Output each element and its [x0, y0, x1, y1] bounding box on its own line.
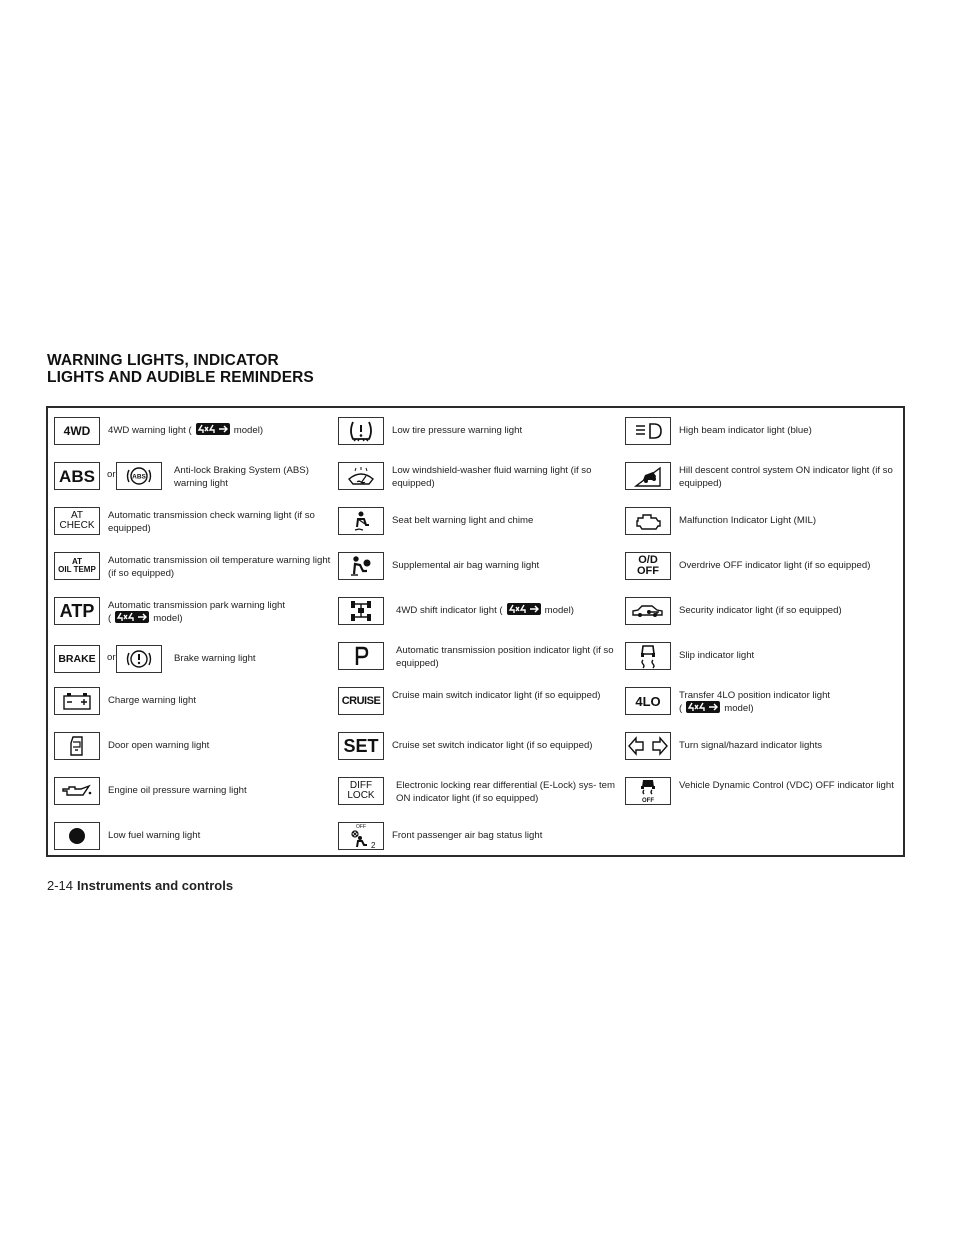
cruise-icon: CRUISE [338, 687, 384, 715]
row-security: Security indicator light (if so equipped) [625, 597, 901, 627]
page-number: 2-14 [47, 878, 74, 893]
row-diff-lock: DIFF LOCK Electronic locking rear differential (E-Lock) sys- tem ON indicator light (if so equipped) [338, 777, 618, 807]
row-charge: Charge warning light [54, 687, 332, 717]
4wd-icon: 4WD [54, 417, 100, 445]
row-door-open: Door open warning light [54, 732, 332, 762]
row-label: 4WD shift indicator light ( model) [396, 605, 574, 616]
seat-belt-icon [338, 507, 384, 535]
page-title: WARNING LIGHTS, INDICATOR LIGHTS AND AUDIBLE REMINDERS [47, 352, 314, 386]
row-park-position: Automatic transmission position indicator light (if so equipped) [338, 642, 618, 672]
row-passenger-airbag: OFF 2 Front passenger air bag status light [338, 822, 618, 852]
row-od-off: O/D OFF Overdrive OFF indicator light (if so equipped) [625, 552, 901, 582]
row-label: Transfer 4LO position indicator light ( model) [679, 690, 831, 714]
indicator-table [46, 406, 905, 857]
battery-icon [54, 687, 100, 715]
hill-descent-icon [625, 462, 671, 490]
row-seat-belt: Seat belt warning light and chime [338, 507, 618, 537]
row-hill-descent: Hill descent control system ON indicator light (if so equipped) [625, 462, 901, 492]
row-set: SET Cruise set switch indicator light (if so equipped) [338, 732, 618, 762]
svg-text:ABS: ABS [132, 473, 146, 481]
row-washer-fluid: Low windshield-washer fluid warning light (if so equipped) [338, 462, 618, 492]
row-4lo [625, 687, 901, 717]
passenger-airbag-icon [338, 822, 384, 850]
4x4-badge-icon [115, 611, 149, 623]
turn-signal-icon [625, 732, 671, 760]
4x4-badge-icon [507, 603, 541, 615]
engine-icon [625, 507, 671, 535]
row-vdc-off: OFF Vehicle Dynamic Control (VDC) OFF indicator light [625, 777, 901, 807]
row-label: Automatic transmission park warning light ( model) [108, 600, 286, 624]
row-tire-pressure: Low tire pressure warning light [338, 417, 618, 447]
4x4-badge-icon [686, 701, 720, 713]
abs-icon: ABS [54, 462, 100, 490]
security-car-icon [625, 597, 671, 625]
row-low-fuel: Low fuel warning light [54, 822, 332, 852]
row-at-check: AT CHECK Automatic transmission check warning light (if so equipped) [54, 507, 332, 537]
brake-icon: BRAKE [54, 645, 100, 673]
row-cruise: CRUISE Cruise main switch indicator light (if so equipped) [338, 687, 618, 717]
set-icon: SET [338, 732, 384, 760]
at-oil-temp-icon: AT OIL TEMP [54, 552, 100, 580]
high-beam-icon [625, 417, 671, 445]
row-4wd-shift [338, 597, 618, 627]
fuel-dot-icon [54, 822, 100, 850]
svg-text:2: 2 [371, 841, 376, 849]
abs-circle-icon [116, 462, 162, 490]
tire-pressure-icon [338, 417, 384, 445]
vdc-off-icon [625, 777, 671, 805]
door-open-icon [54, 732, 100, 760]
section-title: Instruments and controls [77, 878, 234, 893]
svg-text:OFF: OFF [356, 824, 366, 830]
row-label: 4WD warning light ( model) [108, 425, 264, 436]
4lo-icon: 4LO [625, 687, 671, 715]
oil-can-icon [54, 777, 100, 805]
slip-icon [625, 642, 671, 670]
row-slip: Slip indicator light [625, 642, 901, 672]
row-air-bag: Supplemental air bag warning light [338, 552, 618, 582]
od-off-icon: O/D OFF [625, 552, 671, 580]
row-mil: Malfunction Indicator Light (MIL) [625, 507, 901, 537]
row-4wd [54, 417, 332, 447]
4x4-badge-icon [196, 423, 230, 435]
row-at-oil-temp: AT OIL TEMP Automatic transmission oil temperature warning light (if so equipped) [54, 552, 332, 582]
row-atp [54, 597, 332, 627]
row-turn-signal: Turn signal/hazard indicator lights [625, 732, 901, 762]
park-position-icon [338, 642, 384, 670]
at-check-icon: AT CHECK [54, 507, 100, 535]
brake-circle-icon [116, 645, 162, 673]
svg-text:OFF: OFF [642, 798, 654, 804]
4wd-shift-icon [338, 597, 384, 625]
air-bag-icon [338, 552, 384, 580]
row-brake: BRAKE or Brake warning light [54, 645, 332, 675]
diff-lock-icon: DIFF LOCK [338, 777, 384, 805]
row-engine-oil: Engine oil pressure warning light [54, 777, 332, 807]
row-high-beam: High beam indicator light (blue) [625, 417, 901, 447]
page-footer [47, 878, 233, 893]
row-abs: ABS or ABS Anti-lock Braking System (ABS) warning light [54, 462, 332, 492]
washer-fluid-icon [338, 462, 384, 490]
atp-icon: ATP [54, 597, 100, 625]
